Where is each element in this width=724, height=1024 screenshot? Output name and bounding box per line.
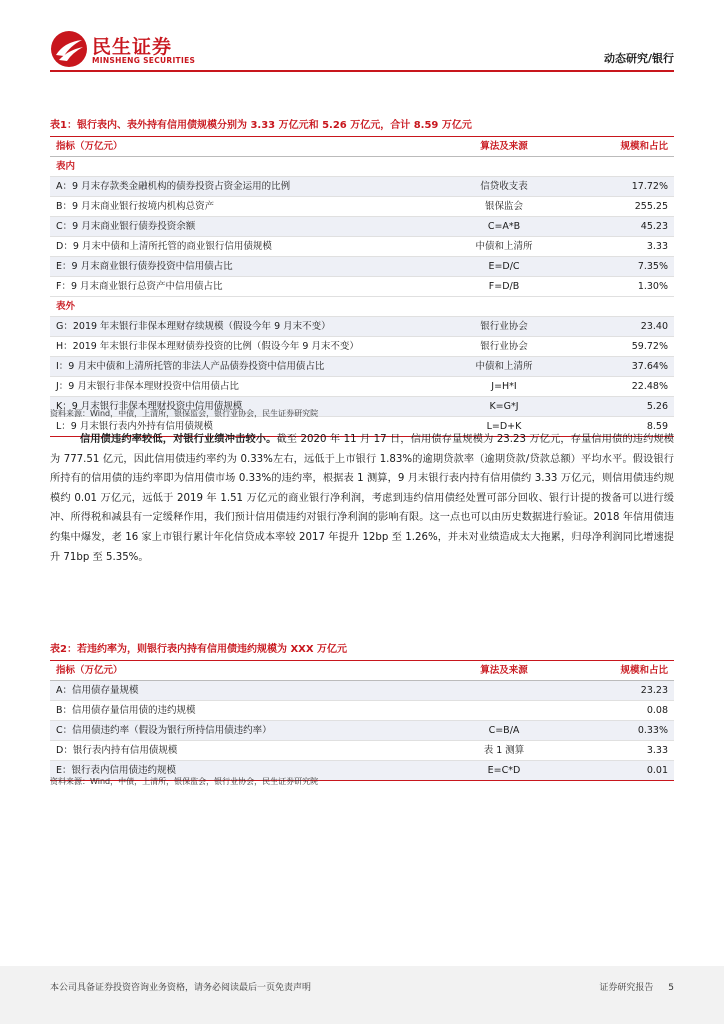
row-label: I：9 月末中债和上清所托管的非法人产品债券投资中信用债占比 [50, 357, 444, 377]
row-label: J：9 月末银行非保本理财投资中信用债占比 [50, 377, 444, 397]
row-value: 3.33 [564, 741, 674, 761]
page-number: 5 [668, 983, 674, 993]
table-row [50, 177, 674, 197]
row-value: 0.33% [564, 721, 674, 741]
footer-disclaimer: 本公司具备证券投资咨询业务资格，请务必阅读最后一页免责声明 [50, 983, 312, 993]
table-row [50, 741, 674, 761]
row-label: C：信用债违约率（假设为银行所持信用债违约率） [50, 721, 444, 741]
table-row [50, 317, 674, 337]
row-value: 23.23 [564, 681, 674, 701]
row-method: 银行业协会 [444, 317, 564, 337]
table1-source: 资料来源：Wind，中债，上清所，银保监会，银行业协会，民生证券研究院 [50, 409, 319, 418]
table1-section-offbalance: 表外 [50, 297, 674, 317]
row-method: C=A*B [444, 217, 564, 237]
row-label: H：2019 年末银行非保本理财债券投资的比例（假设今年 9 月末不变） [50, 337, 444, 357]
row-method: 信贷收支表 [444, 177, 564, 197]
table1-header-value: 规模和占比 [564, 137, 674, 157]
row-value: 22.48% [564, 377, 674, 397]
body-paragraph [50, 430, 674, 567]
row-method [444, 701, 564, 721]
row-value: 17.72% [564, 177, 674, 197]
row-method: 表 1 测算 [444, 741, 564, 761]
table1-header-indicator: 指标（万亿元） [50, 137, 444, 157]
company-logo [50, 28, 250, 72]
table-row [50, 721, 674, 741]
table2-header-method: 算法及来源 [444, 661, 564, 681]
paragraph-lead: 信用债违约率较低，对银行业绩冲击较小。 [80, 434, 277, 445]
table1-section-onbalance: 表内 [50, 157, 674, 177]
table2-title: 表2：若违约率为，则银行表内持有信用债违约规模为 XXX 万亿元 [50, 644, 348, 655]
row-value: 0.08 [564, 701, 674, 721]
row-label: B：9 月末商业银行按境内机构总资产 [50, 197, 444, 217]
page-footer [0, 966, 724, 1024]
row-method: 中债和上清所 [444, 237, 564, 257]
row-value: 23.40 [564, 317, 674, 337]
table-row [50, 237, 674, 257]
paragraph-text: 截至 2020 年 11 月 17 日，信用债存量规模为 23.23 万亿元，存量信用债的违约规模为 777.51 亿元，因此信用债违约率约为 0.33%左右，远低于上市银行 1.83%的逾期贷款率（逾期贷款/贷款总额）平均水平。假设银行所持有的信用债的违约率即为信用债市场 0.33%的违约率，根据表 1 测算，9 月末银行表内持有信用债约 3.33 万亿元，则信用债违约规模约 0.01 万亿元，远低于 2019 年 1.51 万亿元的商业银行净利润，考虑到违约信用债经处置可部分回收、银行计提的拨备可以进行缓冲、所得税和减县有一定缓释作用，我们预计信用债违约对银行净利润的影响有限。这一点也可以由历史数据进行验证。2018 年信用债违约集中爆发，老 16 家上市银行累计年化信贷成本率较 2017 年提升 12bp 至 1.26%，并未对业绩造成太大拖累，归母净利润同比增速提升 71bp 至 5.35%。 [50, 434, 674, 563]
footer-meta [587, 980, 674, 993]
row-method: E=D/C [444, 257, 564, 277]
footer-doc-type: 证券研究报告 [599, 983, 654, 993]
row-method: 银行业协会 [444, 337, 564, 357]
row-method: C=B/A [444, 721, 564, 741]
table2-header-indicator: 指标（万亿元） [50, 661, 444, 681]
row-value: 7.35% [564, 257, 674, 277]
table1-header-method: 算法及来源 [444, 137, 564, 157]
table2-source: 资料来源：Wind，中债，上清所，银保监会，银行业协会，民生证券研究院 [50, 777, 319, 786]
header-divider [50, 70, 674, 72]
row-method [444, 681, 564, 701]
table-row [50, 337, 674, 357]
row-label: D：银行表内持有信用债规模 [50, 741, 444, 761]
table-row [50, 217, 674, 237]
row-method: J=H*I [444, 377, 564, 397]
row-label: C：9 月末商业银行债券投资余额 [50, 217, 444, 237]
row-label: L：9 月末银行表内外持有信用债规模 [50, 417, 444, 437]
page-header [50, 28, 674, 72]
row-label: K：9 月末银行非保本理财投资中信用债规模 [50, 397, 444, 417]
row-value: 1.30% [564, 277, 674, 297]
table-row [50, 681, 674, 701]
row-value: 45.23 [564, 217, 674, 237]
logo-english-name: MINSHENG SECURITIES [92, 56, 196, 65]
row-method: K=G*J [444, 397, 564, 417]
report-section-label: 动态研究/银行 [603, 52, 674, 65]
table-row [50, 377, 674, 397]
table1-title: 表1：银行表内、表外持有信用债规模分别为 3.33 万亿元和 5.26 万亿元，合计 8.59 万亿元 [50, 120, 472, 131]
row-value: 255.25 [564, 197, 674, 217]
row-label: A：信用债存量规模 [50, 681, 444, 701]
row-label: E：9 月末商业银行债券投资中信用债占比 [50, 257, 444, 277]
row-value: 0.01 [564, 761, 674, 781]
table-row [50, 357, 674, 377]
row-label: G：2019 年末银行非保本理财存续规模（假设今年 9 月末不变） [50, 317, 444, 337]
row-label: B：信用债存量信用债的违约规模 [50, 701, 444, 721]
table-row [50, 277, 674, 297]
row-value: 37.64% [564, 357, 674, 377]
row-label: F：9 月末商业银行总资产中信用债占比 [50, 277, 444, 297]
table2 [50, 661, 674, 781]
table-row [50, 257, 674, 277]
row-value: 8.59 [564, 417, 674, 437]
row-value: 59.72% [564, 337, 674, 357]
row-value: 5.26 [564, 397, 674, 417]
row-label: A：9 月末存款类金融机构的债券投资占资金运用的比例 [50, 177, 444, 197]
row-method: L=D+K [444, 417, 564, 437]
row-method: 中债和上清所 [444, 357, 564, 377]
row-label: D：9 月末中债和上清所托管的商业银行信用债规模 [50, 237, 444, 257]
table1 [50, 137, 674, 437]
row-label: E：银行表内信用债违约规模 [50, 761, 444, 781]
row-value: 3.33 [564, 237, 674, 257]
row-method: F=D/B [444, 277, 564, 297]
row-method: 银保监会 [444, 197, 564, 217]
row-method: E=C*D [444, 761, 564, 781]
table-row [50, 701, 674, 721]
table2-header-value: 规模和占比 [564, 661, 674, 681]
minsheng-logo-icon [50, 30, 88, 68]
table-row [50, 197, 674, 217]
logo-chinese-name: 民生证券 [92, 36, 173, 58]
